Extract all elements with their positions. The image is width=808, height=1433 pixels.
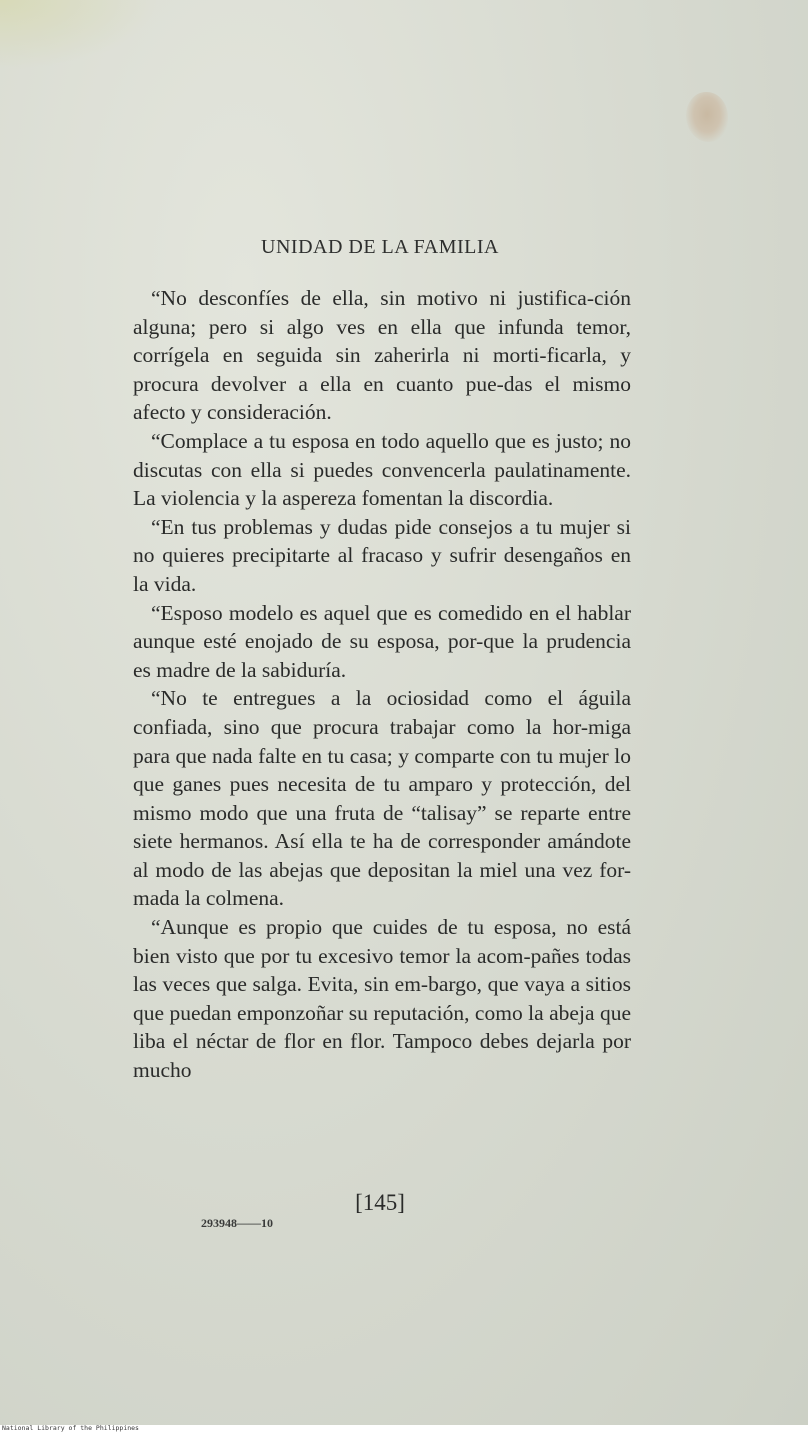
body-text — [133, 284, 631, 1085]
printer-signature: 293948——10 — [201, 1216, 273, 1230]
footer-bar — [0, 1425, 808, 1433]
paragraph: “No desconfíes de ella, sin motivo ni justifica-ción alguna; pero si algo ves en ella que infunda temor, corrígela en seguida sin zaherirla ni morti-ficarla, y procura devolver a ella en cuanto pue-das el mismo afecto y consideración. — [133, 286, 631, 425]
page-number: [145] — [355, 1190, 405, 1215]
paper-stain — [686, 92, 728, 142]
library-credit: National Library of the Philippines — [2, 1424, 139, 1432]
paper-discoloration — [0, 0, 160, 70]
paragraph: “No te entregues a la ociosidad como el águila confiada, sino que procura trabajar como la hor-miga para que nada falte en tu casa; y comparte con tu mujer lo que ganes pues necesita de tu amparo y protección, del mismo modo que una fruta de “talisay” se reparte entre siete hermanos. Así ella te ha de corresponder amándote al modo de las abejas que depositan la miel una vez for-mada la colmena. — [133, 686, 631, 911]
paragraph: “Complace a tu esposa en todo aquello que es justo; no discutas con ella si puedes convencerla paulatinamente. La violencia y la aspereza fomentan la discordia. — [133, 428, 631, 511]
paragraph: “Esposo modelo es aquel que es comedido en el hablar aunque esté enojado de su esposa, por-que la prudencia es madre de la sabiduría. — [133, 600, 631, 682]
running-heading: UNIDAD DE LA FAMILIA — [261, 236, 499, 258]
paragraph: “En tus problemas y dudas pide consejos a tu mujer si no quieres precipitarte al fracaso y sufrir desengaños en la vida. — [133, 514, 631, 596]
paragraph: “Aunque es propio que cuides de tu esposa, no está bien visto que por tu excesivo temor la acom-pañes todas las veces que salga. Evita, sin em-bargo, que vaya a sitios que puedan emponzoñar su reputación, como la abeja que liba el néctar de flor en flor. Tampoco debes dejarla por mucho — [133, 915, 631, 1083]
